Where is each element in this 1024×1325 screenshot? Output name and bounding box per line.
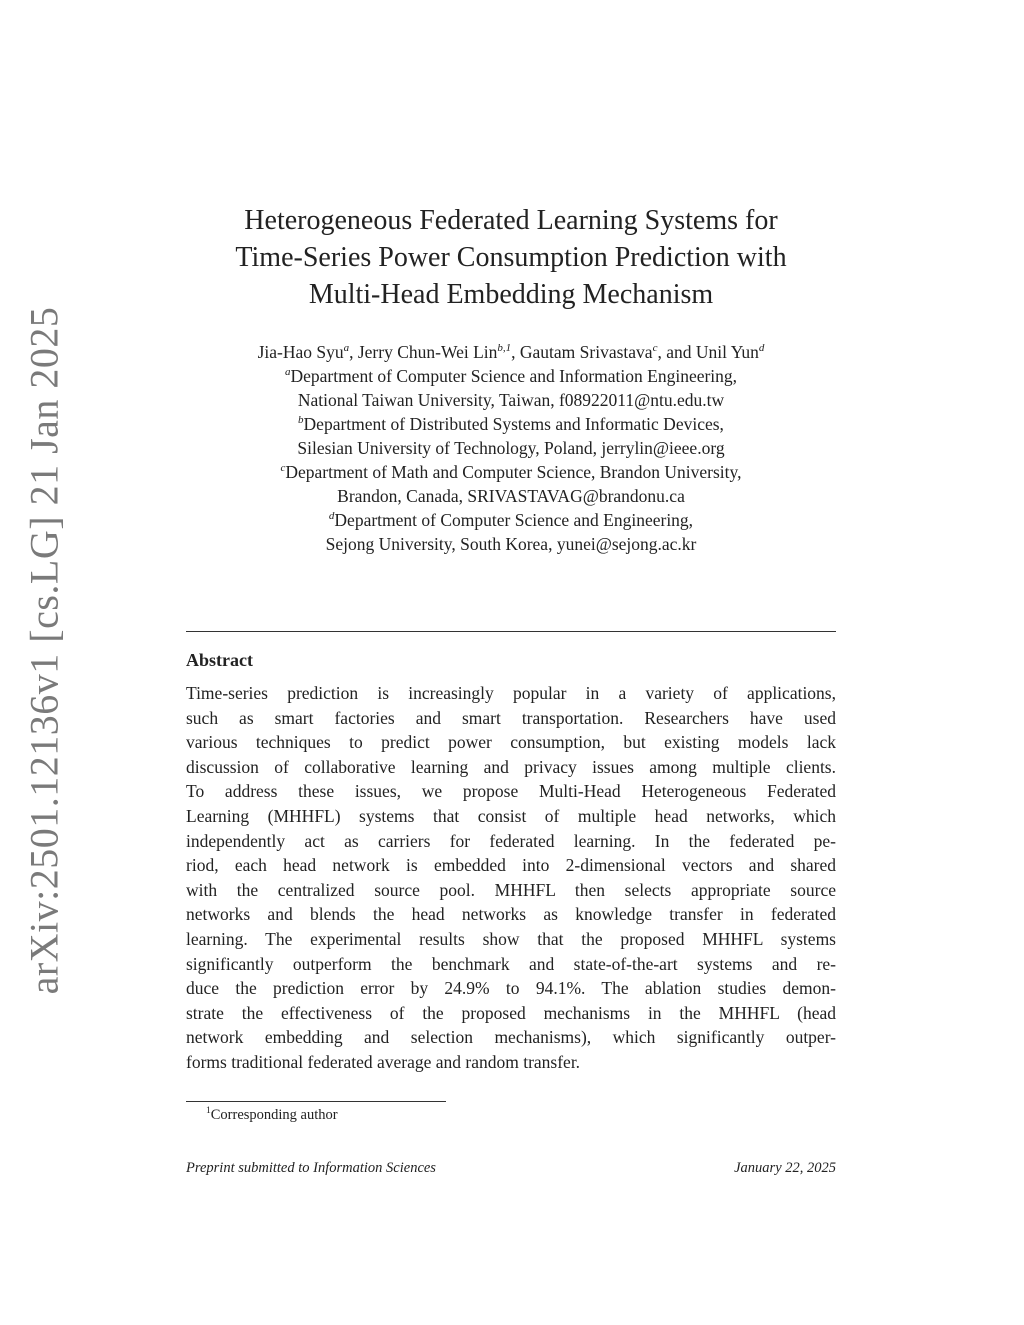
abstract-line: networks and blends the head networks as knowledge transfer in federated [186, 904, 836, 925]
affiliation-mark: a [284, 366, 291, 379]
abstract-line: Learning (MHHFL) systems that consist of multiple head networks, which [186, 805, 836, 826]
author-affiliation-mark: a [343, 342, 350, 355]
preprint-notice: Preprint submitted to Information Sciences [186, 1160, 436, 1176]
abstract-line: discussion of collaborative learning and privacy issues among multiple clients. [186, 756, 836, 777]
author-name: Gautam Srivastava [519, 342, 653, 362]
affiliation-line [186, 508, 836, 532]
affiliation-text: Department of Computer Science and Engineering, [334, 510, 694, 530]
abstract-line: strate the effectiveness of the proposed mechanisms in the MHHFL (head [186, 1002, 836, 1023]
abstract-line: learning. The experimental results show that the proposed MHHFL systems [186, 928, 836, 949]
affiliation-line [186, 460, 836, 484]
paper-title [186, 202, 836, 313]
abstract-line: network embedding and selection mechanisms), which significantly outper- [186, 1027, 836, 1048]
title-line: Multi-Head Embedding Mechanism [308, 279, 714, 310]
author-name: Jerry Chun-Wei Lin [357, 342, 498, 362]
affiliation-line: National Taiwan University, Taiwan, f08922011@ntu.edu.tw [297, 390, 725, 410]
affiliation-text: Department of Computer Science and Information Engineering, [290, 366, 738, 386]
author-name: Jia-Hao Syu [257, 342, 344, 362]
author-list [186, 340, 836, 364]
affiliation-line: Silesian University of Technology, Poland, jerrylin@ieee.org [297, 438, 725, 458]
affiliation-text: Department of Distributed Systems and Informatic Devices, [303, 414, 724, 434]
affiliation-mark: c [280, 462, 286, 475]
abstract-line: Time-series prediction is increasingly popular in a variety of applications, [186, 683, 836, 703]
affiliation-mark: b [298, 414, 304, 427]
abstract-line: with the centralized source pool. MHHFL then selects appropriate source [186, 879, 836, 900]
abstract-line: significantly outperform the benchmark and state-of-the-art systems and re- [186, 953, 836, 974]
abstract-line: such as smart factories and smart transportation. Researchers have used [186, 707, 836, 728]
abstract-line: To address these issues, we propose Multi-Head Heterogeneous Federated [186, 781, 836, 802]
footnote-mark: 1 [206, 1106, 211, 1116]
affiliation-line: Brandon, Canada, SRIVASTAVAG@brandonu.ca [337, 486, 685, 506]
abstract-line: forms traditional federated average and random transfer. [186, 1051, 581, 1072]
author-separator: , and [657, 342, 696, 362]
affiliation-line [186, 412, 836, 436]
affiliation-line: Sejong University, South Korea, yunei@sejong.ac.kr [325, 534, 697, 554]
footnote-rule [186, 1101, 446, 1102]
affiliation-line [186, 364, 836, 388]
abstract-line: independently act as carriers for federated learning. In the federated pe- [186, 830, 836, 851]
abstract-body [186, 681, 836, 1075]
abstract-line: riod, each head network is embedded into 2-dimensional vectors and shared [186, 855, 836, 876]
arxiv-stamp [14, 306, 74, 994]
author-affiliation-mark: b,1 [497, 342, 512, 355]
author-block [186, 340, 836, 556]
abstract-line: duce the prediction error by 24.9% to 94.1%. The ablation studies demon- [186, 978, 836, 999]
footnote-text: Corresponding author [210, 1106, 338, 1123]
affiliation-mark: d [328, 510, 335, 523]
arxiv-identifier: arXiv:2501.12136v1 [cs.LG] 21 Jan 2025 [21, 306, 67, 994]
abstract-heading: Abstract [186, 650, 253, 670]
abstract-top-rule [186, 631, 836, 632]
affiliation-text: Department of Math and Computer Science, Brandon University, [285, 462, 742, 482]
author-affiliation-mark: d [758, 342, 765, 355]
author-separator: , [349, 342, 358, 362]
author-affiliation-mark: c [652, 342, 658, 355]
author-name: Unil Yun [695, 342, 759, 362]
preprint-date: January 22, 2025 [734, 1160, 836, 1176]
abstract-line: various techniques to predict power consumption, but existing models lack [186, 732, 836, 753]
footnote [206, 1106, 338, 1124]
title-line: Heterogeneous Federated Learning Systems for [244, 205, 778, 236]
author-separator: , [511, 342, 520, 362]
title-line: Time-Series Power Consumption Prediction with [235, 242, 787, 273]
